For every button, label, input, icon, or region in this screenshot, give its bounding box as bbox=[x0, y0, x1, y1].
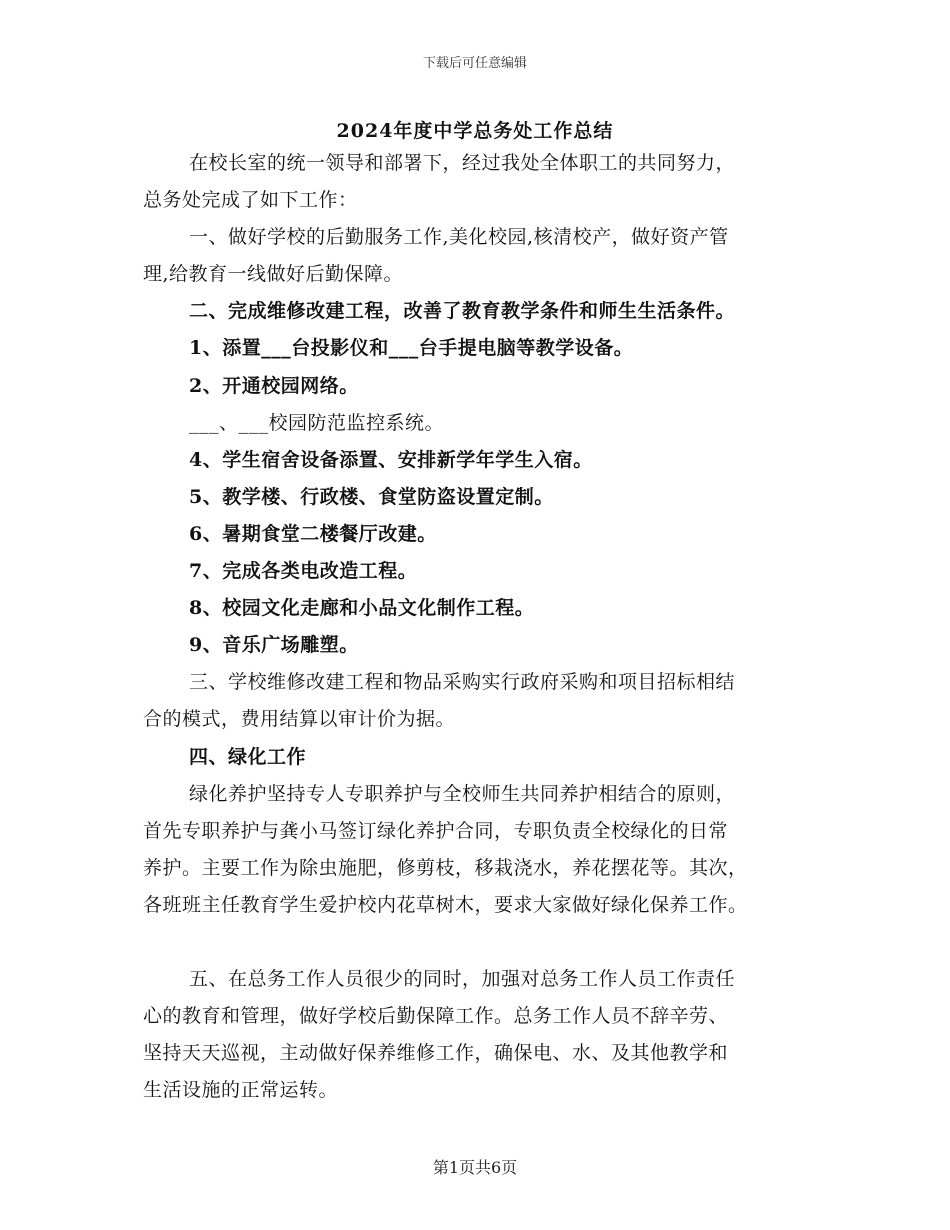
paragraph-line: 各班班主任教育学生爱护校内花草树木，要求大家做好绿化保养工作。 bbox=[143, 893, 748, 916]
section-heading: 二、完成维修改建工程，改善了教育教学条件和师生生活条件。 bbox=[189, 300, 736, 323]
list-item: ___、___校园防范监控系统。 bbox=[189, 411, 445, 434]
paragraph-line: 坚持天天巡视，主动做好保养维修工作，确保电、水、及其他教学和 bbox=[143, 1042, 729, 1065]
paragraph-line: 一、做好学校的后勤服务工作,美化校园,核清校产，做好资产管 bbox=[189, 226, 729, 249]
paragraph-line: 养护。主要工作为除虫施肥，修剪枝，移栽浇水，养花摆花等。其次， bbox=[143, 856, 748, 879]
list-item: 5、教学楼、行政楼、食堂防盗设置定制。 bbox=[189, 485, 554, 508]
paragraph-line: 理,给教育一线做好后勤保障。 bbox=[143, 263, 404, 286]
list-item: 2、开通校园网络。 bbox=[189, 374, 359, 397]
list-item: 9、音乐广场雕塑。 bbox=[189, 634, 359, 657]
list-item: 1、添置___台投影仪和___台手提电脑等教学设备。 bbox=[189, 337, 634, 360]
paragraph-line: 总务处完成了如下工作： bbox=[143, 189, 358, 212]
paragraph-line: 五、在总务工作人员很少的同时，加强对总务工作人员工作责任 bbox=[189, 967, 736, 990]
paragraph-line: 合的模式，费用结算以审计价为据。 bbox=[143, 708, 456, 731]
paragraph-line: 首先专职养护与龚小马签订绿化养护合同，专职负责全校绿化的日常 bbox=[143, 819, 729, 842]
header-note: 下载后可任意编辑 bbox=[422, 56, 527, 71]
document-title: 2024年度中学总务处工作总结 bbox=[336, 120, 614, 142]
paragraph-line: 在校长室的统一领导和部署下，经过我处全体职工的共同努力， bbox=[189, 152, 736, 174]
page-footer: 第1页共6页 bbox=[432, 1158, 518, 1177]
paragraph-line: 生活设施的正常运转。 bbox=[143, 1079, 339, 1102]
paragraph-line: 绿化养护坚持专人专职养护与全校师生共同养护相结合的原则， bbox=[189, 782, 736, 805]
paragraph-line: 三、学校维修改建工程和物品采购实行政府采购和项目招标相结 bbox=[189, 671, 736, 694]
list-item: 8、校园文化走廊和小品文化制作工程。 bbox=[189, 597, 535, 620]
paragraph-line: 心的教育和管理，做好学校后勤保障工作。总务工作人员不辞辛劳、 bbox=[143, 1005, 729, 1028]
list-item: 6、暑期食堂二楼餐厅改建。 bbox=[189, 522, 437, 545]
paragraph-gap bbox=[143, 924, 823, 961]
list-item: 7、完成各类电改造工程。 bbox=[189, 560, 418, 583]
list-item: 4、学生宿舍设备添置、安排新学年学生入宿。 bbox=[189, 448, 593, 471]
document-body bbox=[143, 145, 823, 1109]
section-heading: 四、绿化工作 bbox=[189, 745, 307, 768]
